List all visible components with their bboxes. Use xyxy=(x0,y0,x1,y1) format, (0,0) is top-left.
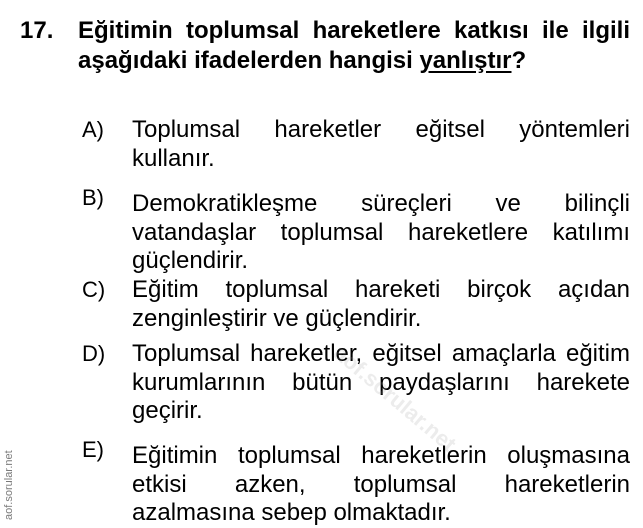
question-stem-text: Eğitimin toplumsal hareketlere katkısı ile ilgili aşağıdaki ifadelerden hangisi xyxy=(78,17,630,74)
side-watermark: aof.sorular.net xyxy=(3,450,15,520)
option-c-text: Eğitim toplumsal hareketi birçok açıdan zenginleştirir ve güçlendirir. xyxy=(132,276,630,332)
option-e-text: Eğitimin toplumsal hareketlerin oluşmasına etkisi azken, toplumsal hareketlerin azalmasına sebep olmaktadır. xyxy=(132,442,630,526)
option-b-letter: B) xyxy=(82,185,104,210)
option-c-letter: C) xyxy=(82,277,106,302)
option-a-letter: A) xyxy=(82,117,104,142)
option-e-letter: E) xyxy=(82,437,104,462)
question-stem-end: ? xyxy=(511,47,527,74)
option-b-text: Demokratikleşme süreçleri ve bilinçli vatandaşlar toplumsal hareketlere katılımı güçlendirir. xyxy=(132,190,630,274)
question-stem xyxy=(78,16,630,76)
question-emphasis: yanlıştır xyxy=(419,47,512,74)
option-d-letter: D) xyxy=(82,341,106,366)
question-number: 17. xyxy=(20,17,54,44)
diagonal-watermark: aof.sorular.net xyxy=(328,340,462,457)
option-d-text: Toplumsal hareketler, eğitsel amaçlarla eğitim kurumlarının bütün paydaşlarını harekete geçirir. xyxy=(132,340,630,424)
option-a-text: Toplumsal hareketler eğitsel yöntemleri kullanır. xyxy=(132,116,630,172)
